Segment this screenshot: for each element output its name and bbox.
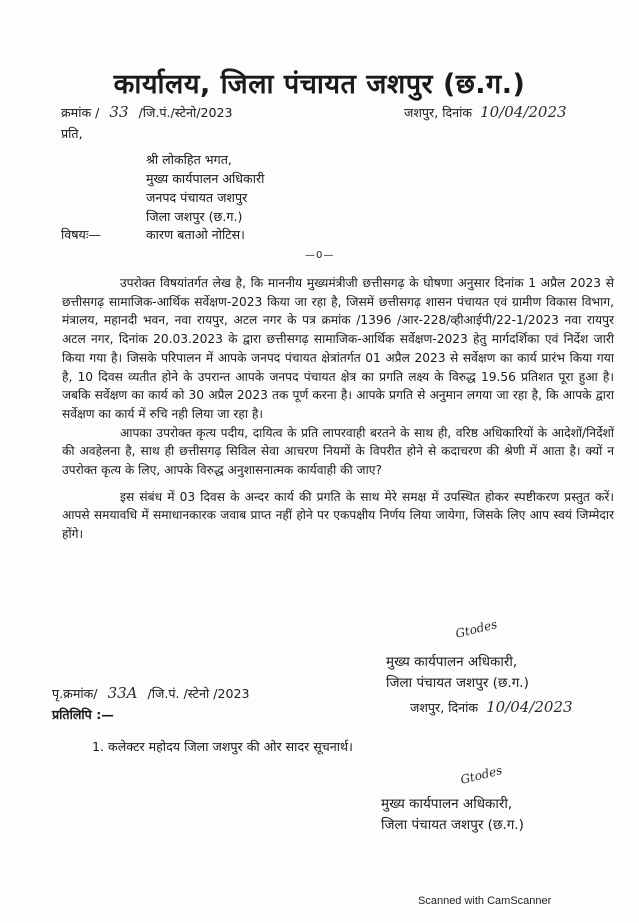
addressee-line: मुख्य कार्यपालन अधिकारी [146,171,265,186]
signatory-office: जिला पंचायत जशपुर (छ.ग.) [381,817,524,833]
addressee-line: जिला जशपुर (छ.ग.) [146,209,243,224]
subject-text: कारण बताओ नोटिस। [146,227,245,242]
reference-number [61,103,233,121]
endorsement-handwritten-number: 33A [107,684,138,702]
camscanner-watermark: Scanned with CamScanner [418,895,552,907]
signatory-office: जिला पंचायत जशपुर (छ.ग.) [386,675,529,691]
signatory-designation: मुख्य कार्यपालन अधिकारी, [386,654,518,670]
body-paragraph-1: उपरोक्त विषयांतर्गत लेख है, कि माननीय मुख्यमंत्रीजी छत्तीसगढ़ के घोषणा अनुसार दिनांक 1 अप्रैल 2023 से छत्तीसगढ़ सामाजिक-आर्थिक सर्वेक्षण-2023 किया जा रहा है, जिसमें छत्तीसगढ़ शासन पंचायत एवं ग्रामीण विकास विभाग, मंत्रालय, महानदी भवन, नवा रायपुर, अटल नगर के पत्र क्रमांक /1396 /आर-228/व्हीआईपी/22-1/2023 नवा रायपुर अटल नगर, दिनांक 20.03.2023 के द्वारा छत्तीसगढ़ सामाजिक-आर्थिक सर्वेक्षण-2023 हेतु मार्गदर्शिका एवं निर्देश जारी किया गया है। जिसके परिपालन में आपके जनपद पंचायत क्षेत्रांतर्गत 01 अप्रैल 2023 से सर्वेक्षण का कार्य प्रारंभ किया गया है, 10 दिवस व्यतीत होने के उपरान्त आपके जनपद पंचायत क्षेत्र का प्रगति लक्ष्य के विरुद्ध 19.56 प्रतिशत पूरा हुआ है। जबकि सर्वेक्षण का कार्य को 30 अप्रैल 2023 तक पूर्ण करना है। आपके प्रगति से अनुमान लगया जा रहा है, कि आपके द्वारा सर्वेक्षण का कार्य में रुचि नही लिया जा रहा है। [62,276,614,421]
copy-label: प्रतिलिपि :— [52,707,114,722]
reference-handwritten-number: 33 [109,103,129,121]
separator: —0— [305,250,335,261]
handwritten-date: 10/04/2023 [480,103,567,121]
letter-date [404,103,567,121]
endorsement-suffix: /जि.पं. /स्टेनो /2023 [147,686,250,701]
reference-suffix: /जि.पं./स्टेनो/2023 [138,105,233,120]
handwritten-date: 10/04/2023 [486,698,573,716]
reference-prefix: क्रमांक / [61,105,100,120]
signature-block-2 [381,794,524,836]
addressee-line: जनपद पंचायत जशपुर [146,190,248,205]
signatory-designation: मुख्य कार्यपालन अधिकारी, [381,796,513,812]
body-paragraph-3: इस संबंध में 03 दिवस के अन्दर कार्य की प्रगति के साथ मेरे समक्ष में उपस्थित होकर स्पष्टीकरण प्रस्तुत करें। आपसे समयावधि में समाधानकारक जवाब प्राप्त नहीं होने पर एकपक्षीय निर्णय लिया जायेगा, जिसके लिए आप स्वयं जिम्मेदार होंगे। [62,489,614,542]
addressee-line: श्री लोकहित भगत, [146,152,232,167]
subject-label: विषयः— [61,227,101,242]
office-title: कार्यालय, जिला पंचायत जशपुर (छ.ग.) [113,69,526,100]
copy-item-1: 1. कलेक्टर महोदय जिला जशपुर की ओर सादर सूचनार्थ। [92,739,353,754]
signature-block-1 [386,652,529,694]
addressee-block [146,150,264,226]
letter-body [62,274,614,544]
date-label: जशपुर, दिनांक [410,700,479,715]
endorsement-number [52,684,250,702]
prati-label: प्रति, [61,126,83,141]
signature-scribble: Gtodes [458,763,504,787]
endorsement-prefix: पृ.क्रमांक/ [52,686,98,701]
endorsement-date [410,698,573,716]
signature-scribble: Gtodes [453,617,499,641]
body-paragraph-2: आपका उपरोक्त कृत्य पदीय, दायित्व के प्रति लापरवाही बरतने के साथ ही, वरिष्ठ अधिकारियों के आदेशों/निर्देशों की अवहेलना है, साथ ही छत्तीसगढ़ सिविल सेवा आचरण नियमों के विपरीत होने से कदाचरण की श्रेणी में आता है। क्यों न उपरोक्त कृत्य के लिए, आपके विरुद्ध अनुशासनात्मक कार्यवाही की जाए? [62,425,614,478]
date-label: जशपुर, दिनांक [404,105,473,120]
